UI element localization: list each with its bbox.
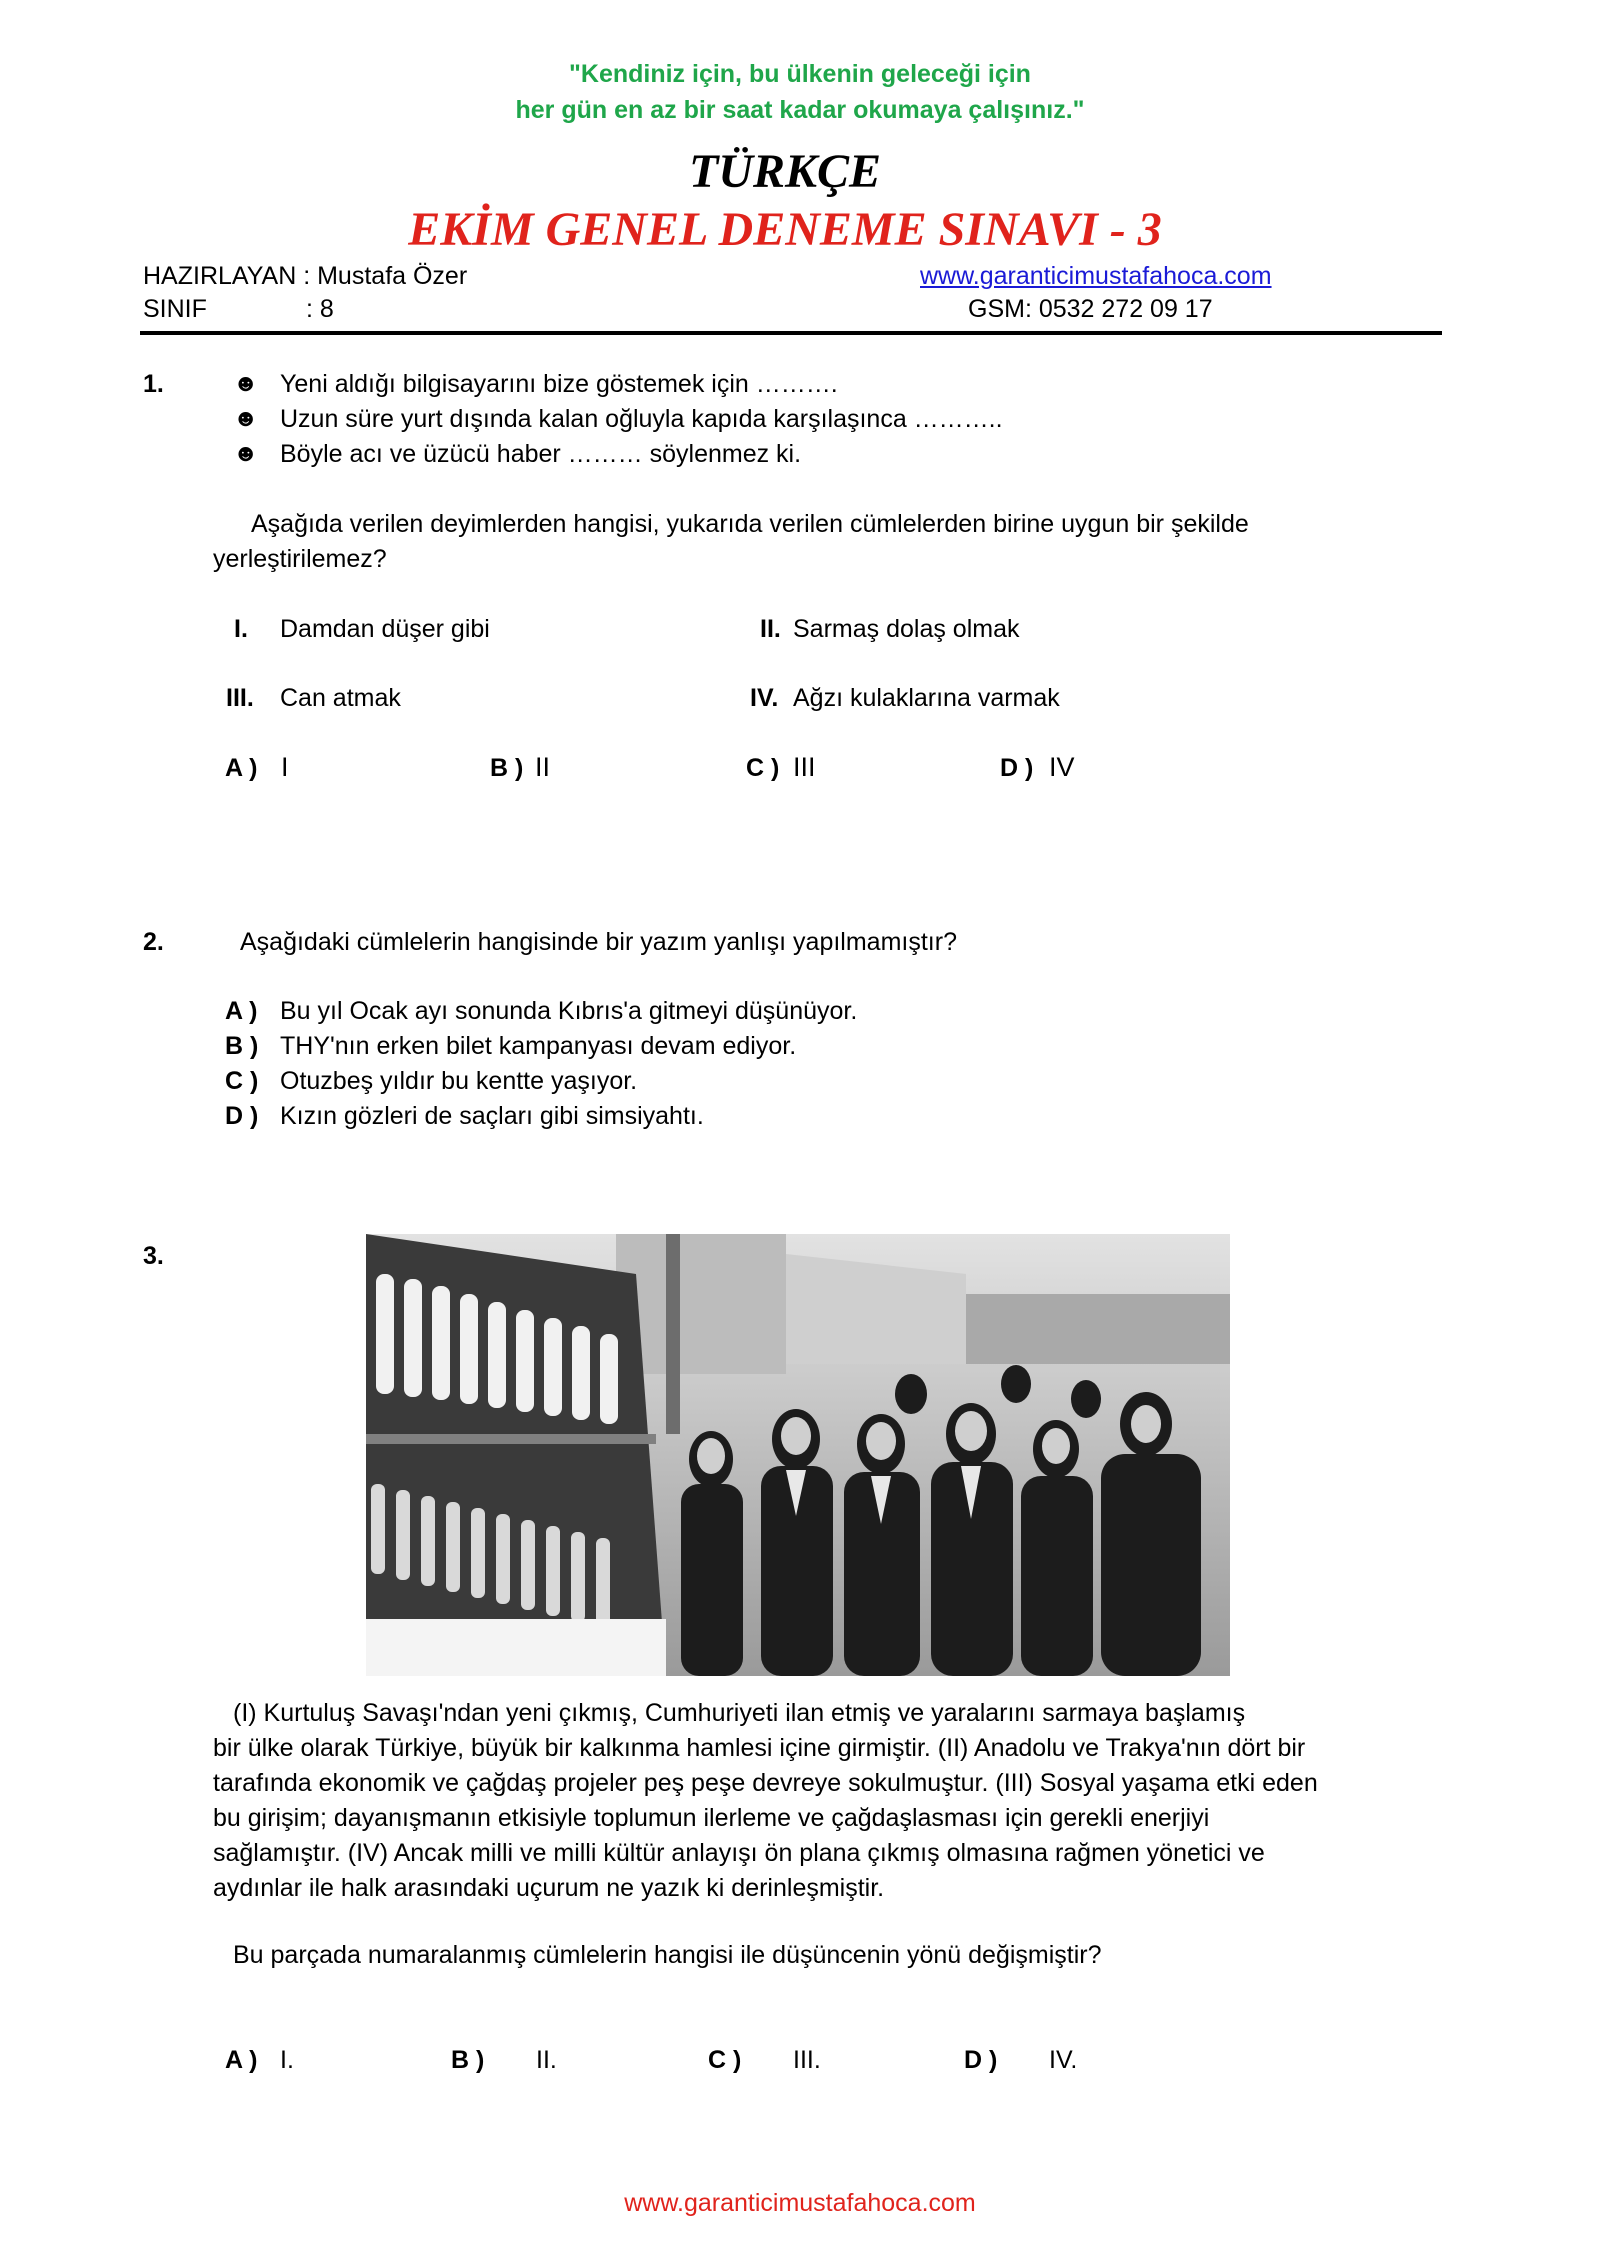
q3-question: Bu parçada numaralanmış cümlelerin hangisi ile düşüncenin yönü değişmiştir? [233,1941,1102,1969]
q2-option-a-text[interactable]: Bu yıl Ocak ayı sonunda Kıbrıs'a gitmeyi düşünüyor. [280,997,858,1025]
q1-sentence-2: Uzun süre yurt dışında kalan oğluyla kapıda karşılaşınca ……….. [280,405,1003,433]
q3-paragraph-line-3: tarafında ekonomik ve çağdaş projeler peş peşe devreye sokulmuştur. (III) Sosyal yaşama etki eden [213,1769,1318,1797]
q2-option-b-letter[interactable]: B ) [225,1032,259,1060]
smiley-bullet-icon: ☻ [233,405,259,432]
subject-title: TÜRKÇE [688,145,882,198]
q3-option-b-text[interactable]: II. [536,2046,557,2074]
exam-title: EKİM GENEL DENEME SINAVI - 3 [408,203,1162,256]
q1-question-line-1: Aşağıda verilen deyimlerden hangisi, yukarıda verilen cümlelerden birine uygun bir şekilde [251,510,1249,538]
q2-option-b-text[interactable]: THY'nın erken bilet kampanyası devam ediyor. [280,1032,797,1060]
q3-option-a-text[interactable]: I. [280,2046,294,2074]
phone-number: GSM: 0532 272 09 17 [968,295,1213,323]
website-link[interactable]: www.garanticimustafahoca.com [920,262,1272,290]
q1-item-text: Sarmaş dolaş olmak [793,615,1020,643]
q3-paragraph-line-1: (I) Kurtuluş Savaşı'ndan yeni çıkmış, Cumhuriyeti ilan etmiş ve yaralarını sarmaya başlamış [233,1699,1246,1727]
question-1-number: 1. [143,370,164,398]
q3-option-c-text[interactable]: III. [793,2046,821,2074]
q1-item-text: Can atmak [280,684,401,712]
footer-website[interactable]: www.garanticimustafahoca.com [624,2189,976,2217]
smiley-bullet-icon: ☻ [233,370,259,397]
q1-item-roman: I. [234,615,248,643]
q3-paragraph-line-2: bir ülke olarak Türkiye, büyük bir kalkınma hamlesi içine girmiştir. (II) Anadolu ve Trakya'nın dört bir [213,1734,1306,1762]
q3-option-d-letter[interactable]: D ) [964,2046,998,2074]
q3-option-c-letter[interactable]: C ) [708,2046,742,2074]
q1-option-a-text[interactable]: I [281,752,289,782]
q1-option-c-letter[interactable]: C ) [746,754,780,782]
q3-option-a-letter[interactable]: A ) [225,2046,258,2074]
q3-paragraph-line-4: bu girişim; dayanışmanın etkisiyle toplumun ilerleme ve çağdaşlasması için gerekli enerjiyi [213,1804,1210,1832]
q1-question-line-2: yerleştirilemez? [213,545,387,573]
q1-item-text: Damdan düşer gibi [280,615,490,643]
q1-sentence-1: Yeni aldığı bilgisayarını bize göstemek için ………. [280,370,838,398]
q1-option-b-letter[interactable]: B ) [490,754,524,782]
q2-option-c-text[interactable]: Otuzbeş yıldır bu kentte yaşıyor. [280,1067,638,1095]
photo-illustration [366,1234,1230,1676]
smiley-bullet-icon: ☻ [233,440,259,467]
q2-option-d-letter[interactable]: D ) [225,1102,259,1130]
q1-option-b-text[interactable]: II [535,752,551,782]
q1-item-roman: III. [226,684,254,712]
question-2-number: 2. [143,928,164,956]
q1-option-d-letter[interactable]: D ) [1000,754,1034,782]
class-value: : 8 [306,295,334,323]
q2-question: Aşağıdaki cümlelerin hangisinde bir yazım yanlışı yapılmamıştır? [240,928,957,956]
q1-item-text: Ağzı kulaklarına varmak [793,684,1060,712]
q3-option-d-text[interactable]: IV. [1049,2046,1078,2074]
prepared-by: HAZIRLAYAN : Mustafa Özer [143,262,468,290]
q1-sentence-3: Böyle acı ve üzücü haber ……… söylenmez ki. [280,440,802,468]
q1-option-d-text[interactable]: IV [1049,752,1075,782]
q1-option-c-text[interactable]: III [793,752,816,782]
q1-item-roman: II. [760,615,781,643]
motto-line-1: "Kendiniz için, bu ülkenin geleceği için [569,60,1031,88]
question-3-number: 3. [143,1242,164,1270]
header-divider [140,331,1442,335]
q2-option-c-letter[interactable]: C ) [225,1067,259,1095]
historical-textile-factory-photo [366,1234,1230,1676]
q3-option-b-letter[interactable]: B ) [451,2046,485,2074]
q2-option-d-text[interactable]: Kızın gözleri de saçları gibi simsiyahtı. [280,1102,704,1130]
q1-item-roman: IV. [750,684,779,712]
class-label: SINIF [143,295,207,323]
q1-option-a-letter[interactable]: A ) [225,754,258,782]
q3-paragraph-line-6: aydınlar ile halk arasındaki uçurum ne yazık ki derinleşmiştir. [213,1874,885,1902]
q3-paragraph-line-5: sağlamıştır. (IV) Ancak milli ve milli kültür anlayışı ön plana çıkmış olmasına rağmen yönetici ve [213,1839,1265,1867]
q2-option-a-letter[interactable]: A ) [225,997,258,1025]
motto-line-2: her gün en az bir saat kadar okumaya çalışınız." [515,96,1085,124]
